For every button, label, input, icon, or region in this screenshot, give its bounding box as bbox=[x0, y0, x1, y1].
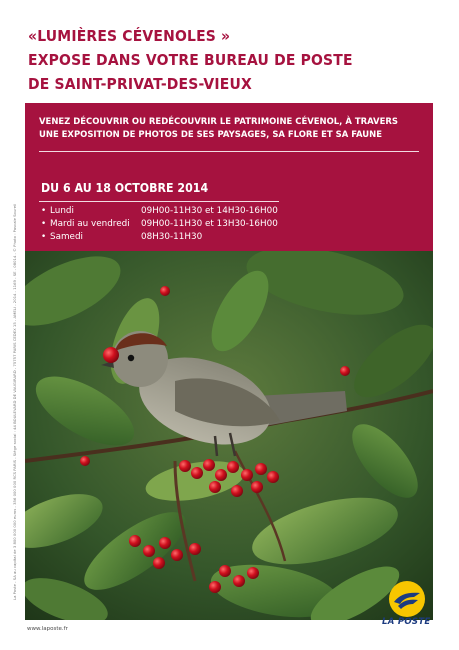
intro-line-2: UNE EXPOSITION DE PHOTOS DE SES PAYSAGES, SA FLORE ET SA FAUNE bbox=[39, 129, 383, 140]
footer-website-link[interactable]: www.laposte.fr bbox=[27, 626, 68, 632]
bullet-icon: • bbox=[41, 232, 47, 242]
info-panel bbox=[25, 103, 433, 251]
intro-line-1: VENEZ DÉCOUVRIR OU REDÉCOUVRIR LE PATRIMOINE CÉVENOL, À TRAVERS bbox=[39, 116, 398, 127]
bullet-icon: • bbox=[41, 206, 47, 216]
bullet-icon: • bbox=[41, 219, 47, 229]
schedule-day: Lundi bbox=[50, 206, 74, 216]
panel-divider bbox=[39, 151, 419, 152]
schedule-row bbox=[41, 231, 341, 244]
poster-title bbox=[28, 24, 438, 96]
schedule-row bbox=[41, 218, 341, 231]
schedule-day: Mardi au vendredi bbox=[50, 219, 130, 229]
dates-underline bbox=[39, 201, 279, 202]
schedule-day: Samedi bbox=[50, 232, 83, 242]
intro-text bbox=[39, 115, 398, 141]
schedule-hours: 08H30-11H30 bbox=[141, 232, 203, 242]
opening-hours bbox=[41, 205, 341, 244]
title-line-1: «LUMIÈRES CÉVENOLES » bbox=[28, 27, 231, 45]
legal-mentions: La Poste - SA au capital de 3 800 000 000 euros - 356 000 000 RCS PARIS - Siège social : 44 BOULEVARD DE VAUGIRARD - 75757 PARIS CEDEX 15 - AMELI - 2014 - 1169 - SE - 08014 - © Photo : Pascale Soureil bbox=[12, 203, 17, 600]
title-line-2: EXPOSE DANS VOTRE BUREAU DE POSTE bbox=[28, 51, 353, 69]
blackcap-on-cotoneaster-illustration bbox=[25, 251, 433, 620]
la-poste-logo-icon bbox=[388, 580, 426, 618]
schedule-hours: 09H00-11H30 et 14H30-16H00 bbox=[141, 206, 278, 216]
exhibition-dates: DU 6 AU 18 OCTOBRE 2014 bbox=[41, 181, 209, 195]
la-poste-logo-text: LA POSTE bbox=[382, 617, 431, 627]
schedule-row bbox=[41, 205, 341, 218]
title-line-3: DE SAINT-PRIVAT-DES-VIEUX bbox=[28, 75, 252, 93]
schedule-hours: 09H00-11H30 et 13H30-16H00 bbox=[141, 219, 278, 229]
bird-photo bbox=[25, 251, 433, 620]
